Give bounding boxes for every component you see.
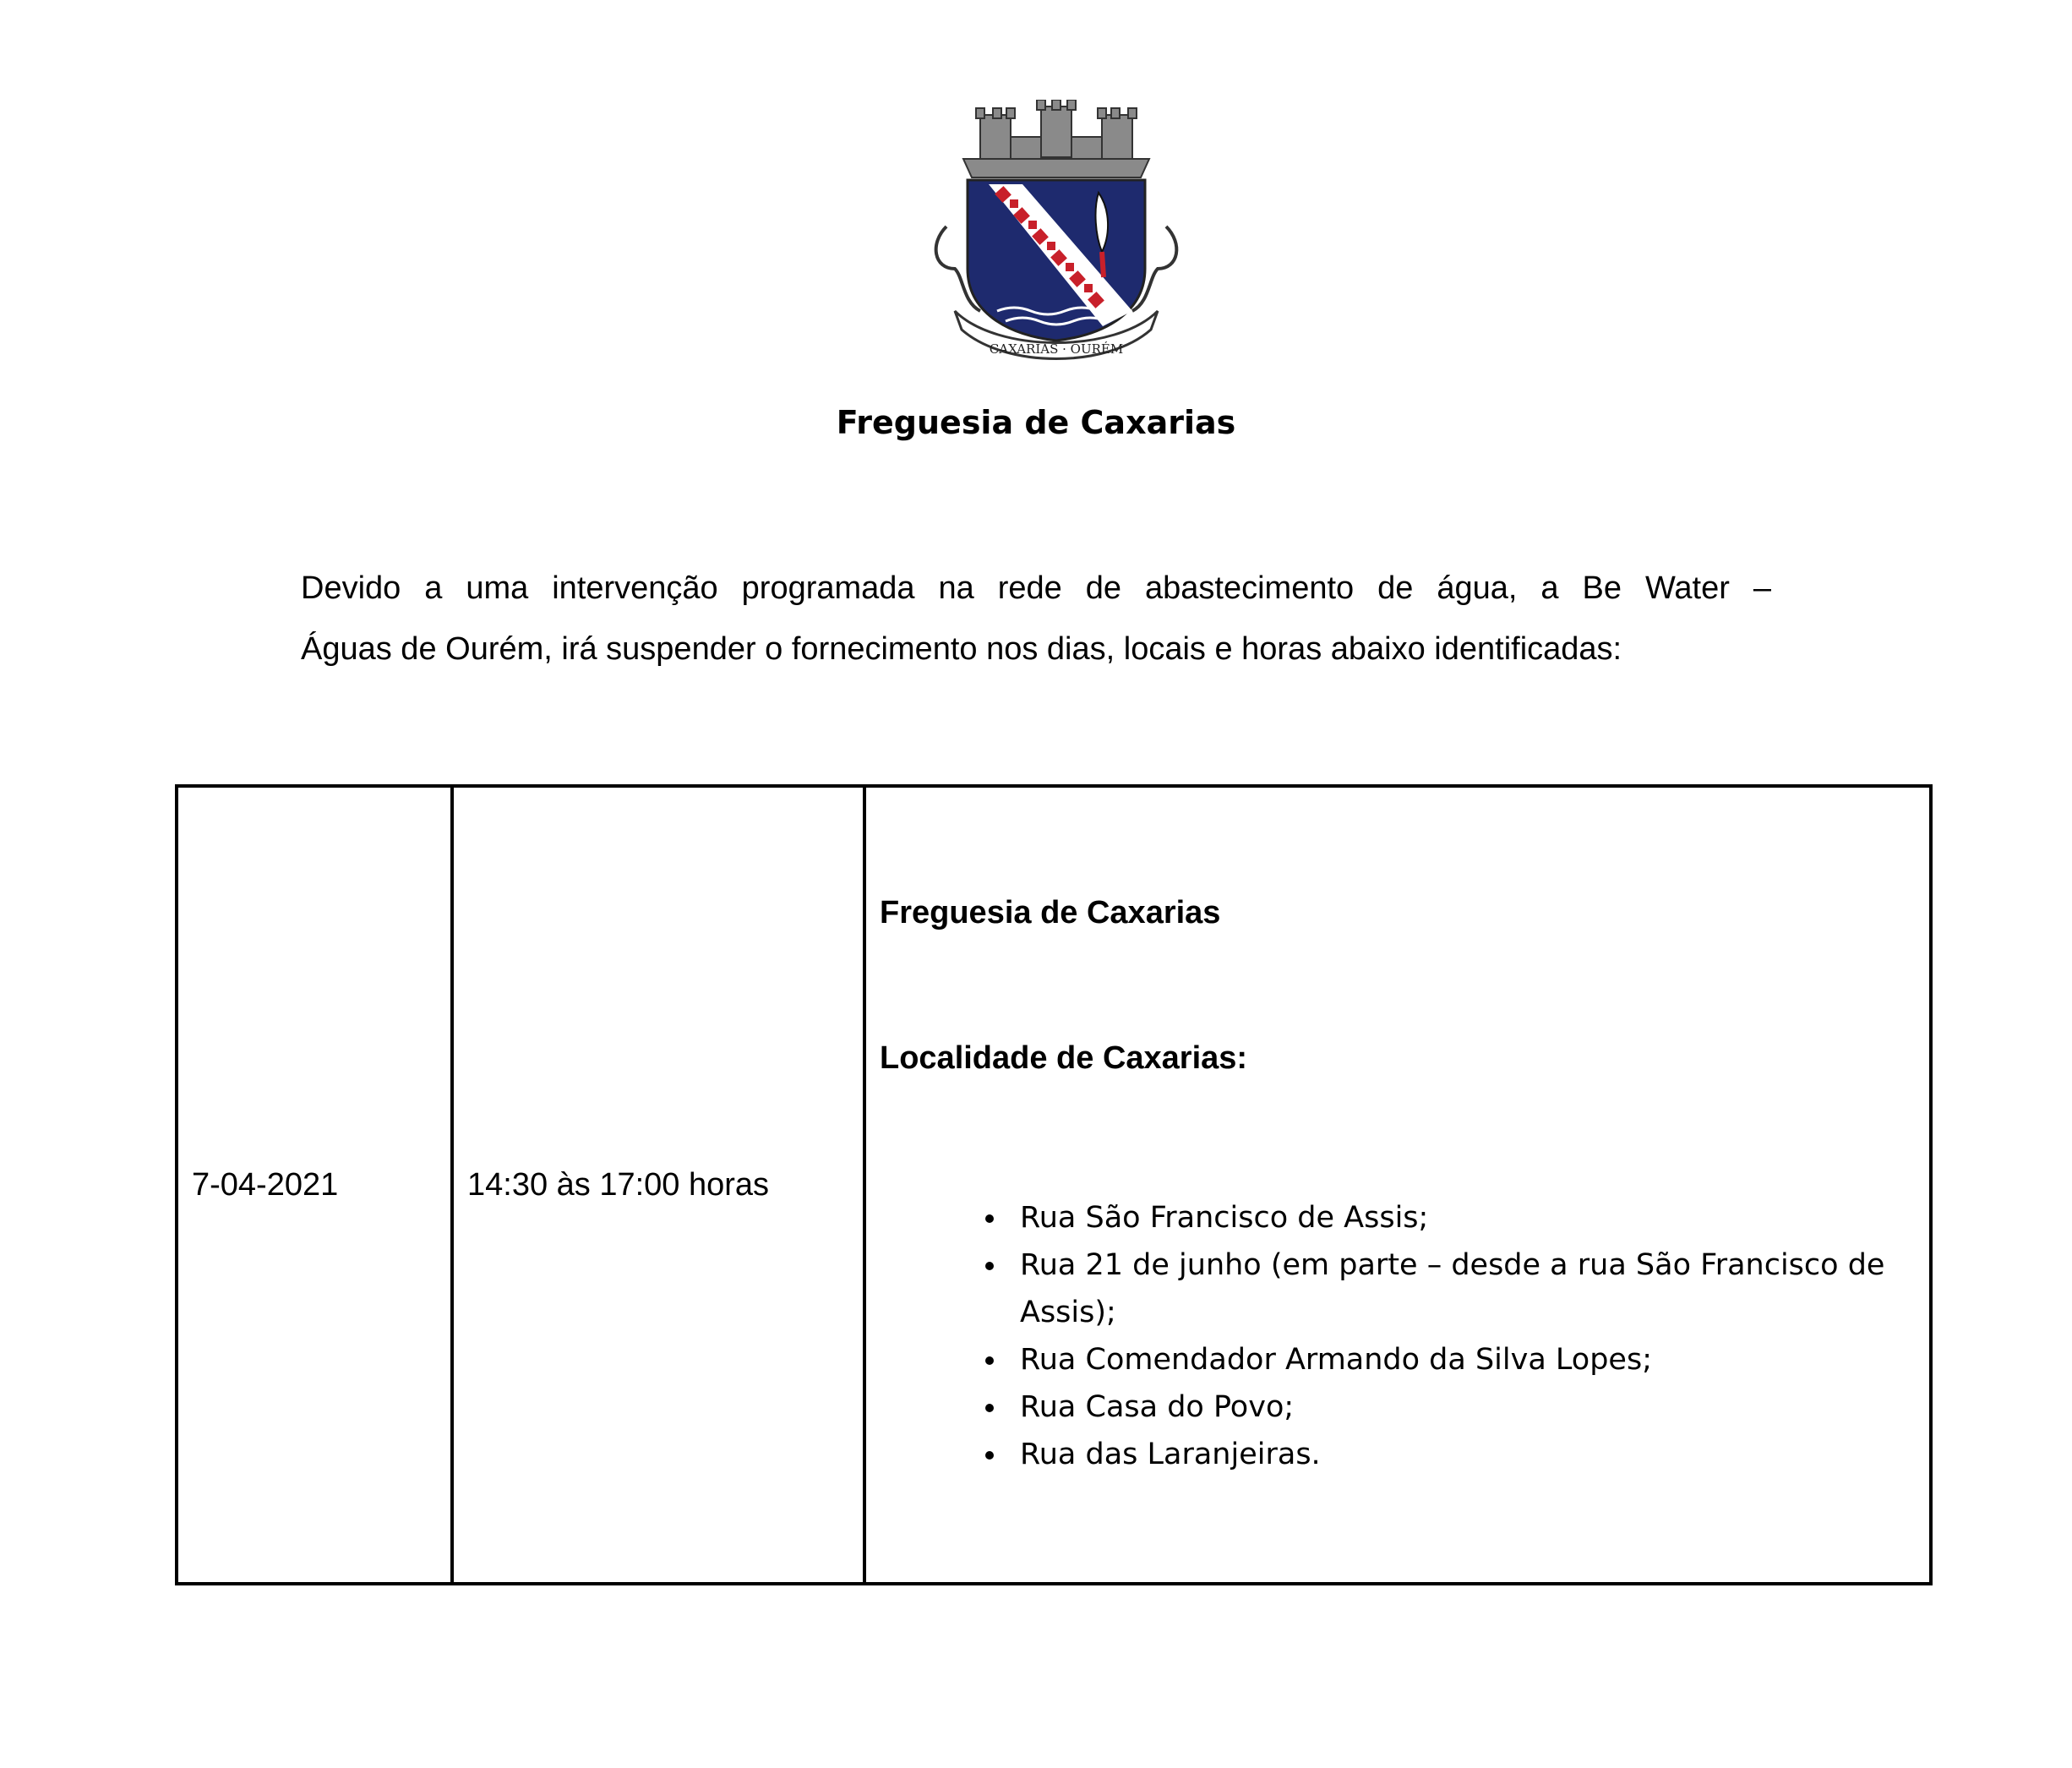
list-item: • Rua São Francisco de Assis; [1008,1194,1916,1241]
intro-paragraph [301,558,1771,679]
list-item: • Rua Comendador Armando da Silva Lopes; [1008,1336,1916,1383]
street-list [880,1194,1916,1478]
date-cell: 7-04-2021 [177,786,452,1584]
list-item: • Rua Casa do Povo; [1008,1383,1916,1431]
intro-line-1: Devido a uma intervenção programada na rede de abastecimento de água, a Be Water – [301,570,1771,606]
schedule-table [175,784,1933,1585]
page-title: Freguesia de Caxarias [836,404,1236,441]
intro-line-2: Águas de Ourém, irá suspender o fornecimento nos dias, locais e horas abaixo identificadas: [301,631,1622,667]
time-cell: 14:30 às 17:00 horas [452,786,864,1584]
mural-crown-icon [963,100,1149,177]
coat-of-arms-crest [930,100,1183,370]
locality-heading: Localidade de Caxarias: [880,1040,1248,1076]
motto-text: CAXARIAS · OURÉM [989,341,1124,357]
table-row [177,786,1931,1584]
parish-heading: Freguesia de Caxarias [880,895,1221,930]
location-cell [864,786,1931,1584]
list-item: • Rua das Laranjeiras. [1008,1431,1916,1478]
list-item: • Rua 21 de junho (em parte – desde a rua São Francisco de Assis); [1008,1241,1916,1336]
